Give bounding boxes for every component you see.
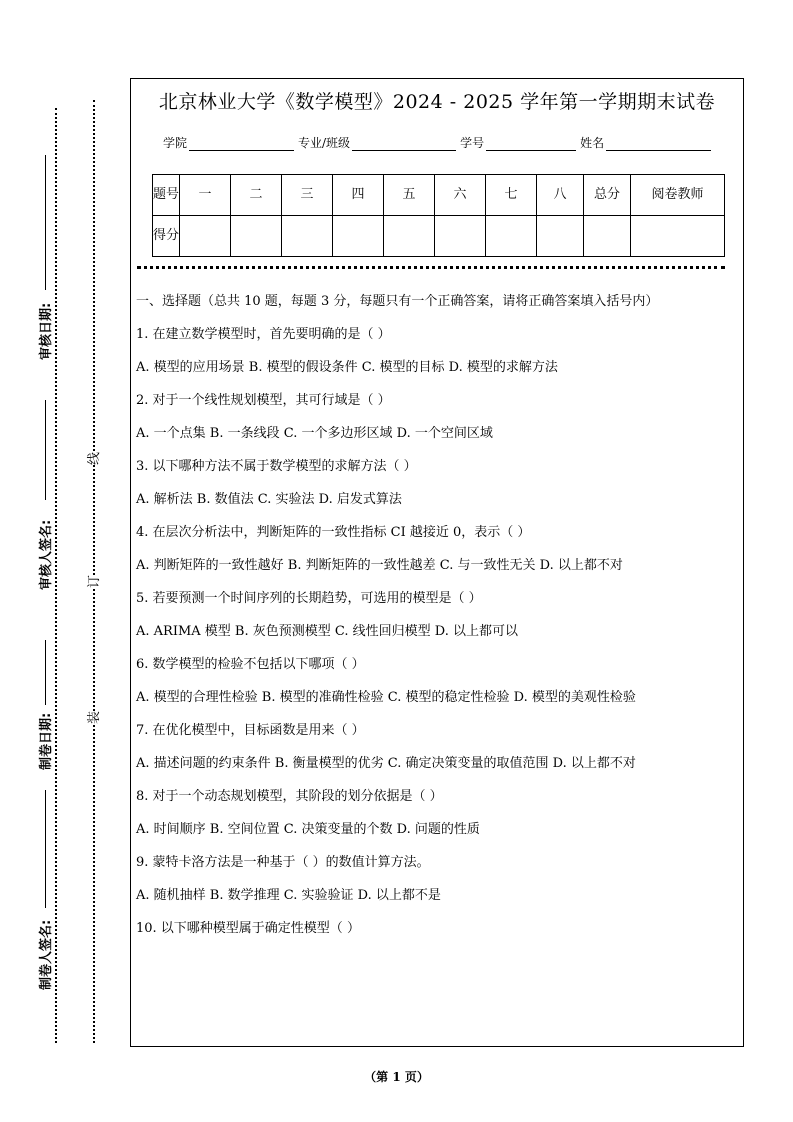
name-label: 姓名 bbox=[580, 136, 605, 150]
reviewer-sign-label: 审核人签名: bbox=[39, 519, 54, 590]
college-field[interactable] bbox=[189, 138, 294, 151]
student-id-label: 学号 bbox=[460, 136, 485, 150]
col-4: 四 bbox=[333, 175, 384, 216]
question-3-options: A. 解析法 B. 数值法 C. 实验法 D. 启发式算法 bbox=[136, 492, 402, 507]
col-total: 总分 bbox=[584, 175, 631, 216]
question-1-options: A. 模型的应用场景 B. 模型的假设条件 C. 模型的目标 D. 模型的求解方法 bbox=[136, 360, 558, 375]
reviewer-sign-line bbox=[45, 400, 46, 500]
score-cell[interactable] bbox=[435, 216, 486, 257]
col-grader: 阅卷教师 bbox=[631, 175, 725, 216]
binding-line-char: 线 bbox=[81, 452, 104, 465]
score-cell[interactable] bbox=[333, 216, 384, 257]
score-cell[interactable] bbox=[584, 216, 631, 257]
question-6: 6. 数学模型的检验不包括以下哪项（ ） bbox=[136, 657, 365, 672]
student-info-row bbox=[163, 134, 715, 151]
question-10: 10. 以下哪种模型属于确定性模型（ ） bbox=[136, 921, 360, 936]
col-3: 三 bbox=[282, 175, 333, 216]
question-9-options: A. 随机抽样 B. 数学推理 C. 实验验证 D. 以上都不是 bbox=[136, 888, 441, 903]
section-heading: 一、选择题（总共 10 题，每题 3 分，每题只有一个正确答案，请将正确答案填入括号内） bbox=[136, 294, 659, 309]
binding-dotted-line bbox=[93, 100, 95, 1043]
major-label: 专业/班级 bbox=[298, 136, 351, 150]
maker-date-label: 制卷日期: bbox=[39, 712, 54, 770]
reviewer-date-line bbox=[45, 155, 46, 290]
col-2: 二 bbox=[231, 175, 282, 216]
col-5: 五 bbox=[384, 175, 435, 216]
score-cell[interactable] bbox=[486, 216, 537, 257]
score-cell[interactable] bbox=[384, 216, 435, 257]
col-6: 六 bbox=[435, 175, 486, 216]
student-id-field[interactable] bbox=[486, 138, 576, 151]
score-cell[interactable] bbox=[537, 216, 584, 257]
question-8: 8. 对于一个动态规划模型，其阶段的划分依据是（ ） bbox=[136, 789, 443, 804]
question-5: 5. 若要预测一个时间序列的长期趋势，可选用的模型是（ ） bbox=[136, 591, 482, 606]
college-label: 学院 bbox=[163, 136, 188, 150]
maker-sign-label: 制卷人签名: bbox=[39, 919, 54, 990]
score-cell[interactable] bbox=[282, 216, 333, 257]
question-4: 4. 在层次分析法中，判断矩阵的一致性指标 CI 越接近 0，表示（ ） bbox=[136, 525, 531, 540]
question-6-options: A. 模型的合理性检验 B. 模型的准确性检验 C. 模型的稳定性检验 D. 模型的美观性检验 bbox=[136, 690, 636, 705]
exam-title: 北京林业大学《数学模型》2024 - 2025 学年第一学期期末试卷 bbox=[158, 91, 716, 113]
binding-order-char: 订 bbox=[81, 575, 104, 588]
name-field[interactable] bbox=[606, 138, 711, 151]
row-head-score: 得分 bbox=[153, 216, 180, 257]
exam-frame bbox=[130, 78, 744, 1047]
maker-sign-line bbox=[45, 790, 46, 908]
major-field[interactable] bbox=[352, 138, 456, 151]
dotted-separator bbox=[137, 266, 725, 269]
question-body bbox=[136, 291, 736, 951]
question-1: 1. 在建立数学模型时，首先要明确的是（ ） bbox=[136, 327, 391, 342]
question-8-options: A. 时间顺序 B. 空间位置 C. 决策变量的个数 D. 问题的性质 bbox=[136, 822, 480, 837]
question-5-options: A. ARIMA 模型 B. 灰色预测模型 C. 线性回归模型 D. 以上都可以 bbox=[136, 624, 518, 639]
score-cell[interactable] bbox=[231, 216, 282, 257]
reviewer-date-label: 审核日期: bbox=[39, 302, 54, 360]
maker-date-line bbox=[45, 640, 46, 705]
score-table-header-row bbox=[153, 175, 725, 216]
question-2: 2. 对于一个线性规划模型，其可行域是（ ） bbox=[136, 393, 391, 408]
binding-bind-char: 装 bbox=[81, 711, 104, 724]
page-number: （第 1 页） bbox=[364, 1070, 429, 1084]
score-table-score-row bbox=[153, 216, 725, 257]
score-table bbox=[152, 174, 725, 257]
question-2-options: A. 一个点集 B. 一条线段 C. 一个多边形区域 D. 一个空间区域 bbox=[136, 426, 493, 441]
question-9: 9. 蒙特卡洛方法是一种基于（ ）的数值计算方法。 bbox=[136, 855, 430, 870]
row-head-question-no: 题号 bbox=[153, 175, 180, 216]
question-3: 3. 以下哪种方法不属于数学模型的求解方法（ ） bbox=[136, 459, 417, 474]
score-cell[interactable] bbox=[631, 216, 725, 257]
question-7-options: A. 描述问题的约束条件 B. 衡量模型的优劣 C. 确定决策变量的取值范围 D. 以上都不对 bbox=[136, 756, 636, 771]
col-8: 八 bbox=[537, 175, 584, 216]
col-1: 一 bbox=[180, 175, 231, 216]
question-7: 7. 在优化模型中，目标函数是用来（ ） bbox=[136, 723, 365, 738]
score-cell[interactable] bbox=[180, 216, 231, 257]
question-4-options: A. 判断矩阵的一致性越好 B. 判断矩阵的一致性越差 C. 与一致性无关 D. 以上都不对 bbox=[136, 558, 623, 573]
col-7: 七 bbox=[486, 175, 537, 216]
left-dotted-line bbox=[55, 108, 57, 1043]
